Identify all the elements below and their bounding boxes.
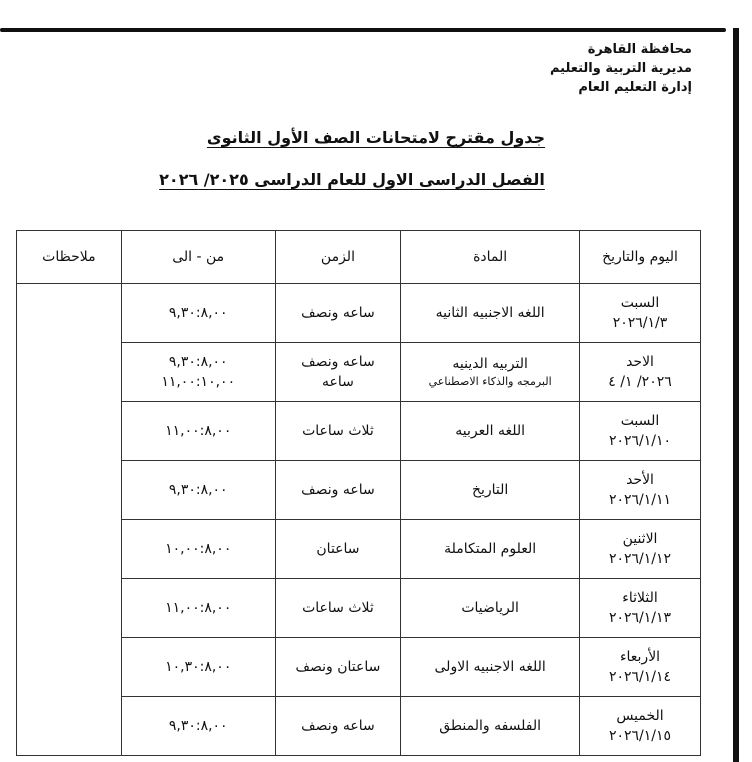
notes-cell [17,284,122,756]
document-title [0,128,752,147]
duration-cell: ثلاث ساعات [275,402,401,461]
table-header-row [17,231,701,284]
time-cell [121,697,275,756]
time-range: ٩,٣٠:٨,٠٠ [168,482,228,498]
exam-date: ٢٠٢٦/١/١٥ [608,728,672,744]
duration-cell: ثلاث ساعات [275,579,401,638]
column-header-day-date: اليوم والتاريخ [580,231,701,284]
duration-secondary: ساعه [322,374,354,390]
column-header-from-to: من - الى [121,231,275,284]
exam-date: ٢٠٢٦/١/١٣ [608,610,672,626]
day-name: السبت [620,413,660,429]
subject-cell [401,402,580,461]
directorate-line: مديرية التربية والتعليم [549,61,692,76]
governorate-line: محافظة القاهرة [587,42,692,57]
time-cell [121,579,275,638]
day-name: الاحد [626,354,654,370]
subject-name: اللغه الاجنبيه الاولى [434,659,546,675]
subject-cell [401,343,580,402]
duration-cell: ساعتان [275,520,401,579]
duration-cell [275,343,401,402]
time-range: ١٠,٠٠:٨,٠٠ [165,541,232,557]
day-name: الثلاثاء [622,590,658,606]
exam-date: ٢٠٢٦/١/٣ [612,315,668,331]
duration-cell: ساعتان ونصف [275,638,401,697]
day-date-cell [580,697,701,756]
day-date-cell [580,461,701,520]
time-cell [121,638,275,697]
letterhead [550,40,692,97]
time-range: ١١,٠٠:٨,٠٠ [165,423,232,439]
time-cell [121,461,275,520]
subject-name: التربيه الدينيه [452,356,528,372]
time-range: ٩,٣٠:٨,٠٠ [168,718,228,734]
subject-name: العلوم المتكاملة [444,541,537,557]
exam-date: ٢٠٢٦/١/١١ [608,492,672,508]
day-name: الخميس [616,708,664,724]
time-range: ١١,٠٠:٨,٠٠ [165,600,232,616]
time-range-secondary: ١١,٠٠:١٠,٠٠ [161,374,236,390]
day-date-cell [580,402,701,461]
time-cell [121,402,275,461]
day-name: الاثنين [622,531,658,547]
subject-name: التاريخ [471,482,509,498]
time-cell [121,343,275,402]
document-subtitle-text: الفصل الدراسى الاول للعام الدراسى ٢٠٢٥/ ٢٠٢٦ [159,170,545,189]
column-header-duration: الزمن [275,231,401,284]
time-range-primary: ٩,٣٠:٨,٠٠ [168,354,228,370]
subject-cell [401,520,580,579]
subject-name-secondary: البرمجه والذكاء الاصطناعي [428,375,552,388]
day-name: السبت [620,295,660,311]
subject-name: الفلسفه والمنطق [439,718,542,734]
day-name: الأربعاء [619,649,661,665]
time-range: ١٠,٣٠:٨,٠٠ [165,659,232,675]
time-cell [121,284,275,343]
subject-cell [401,284,580,343]
day-date-cell [580,520,701,579]
subject-name: اللغه العربيه [455,423,526,439]
exam-date: ٢٠٢٦/ ١/ ٤ [608,374,672,390]
exam-date: ٢٠٢٦/١/١٤ [608,669,672,685]
table-row [17,284,701,343]
exam-date: ٢٠٢٦/١/١٠ [608,433,672,449]
subject-cell [401,461,580,520]
duration-cell: ساعه ونصف [275,284,401,343]
duration-primary: ساعه ونصف [301,354,375,370]
exam-schedule-table [16,230,701,756]
duration-cell: ساعه ونصف [275,461,401,520]
subject-cell [401,697,580,756]
duration-cell: ساعه ونصف [275,697,401,756]
day-name: الأحد [626,472,654,488]
column-header-subject: المادة [401,231,580,284]
time-cell [121,520,275,579]
subject-cell [401,579,580,638]
day-date-cell [580,579,701,638]
subject-name: اللغه الاجنبيه الثانيه [435,305,545,321]
subject-cell [401,638,580,697]
administration-line: إدارة التعليم العام [578,80,692,95]
subject-name: الرياضيات [461,600,519,616]
document-subtitle [0,170,728,189]
day-date-cell [580,343,701,402]
day-date-cell [580,284,701,343]
day-date-cell [580,638,701,697]
document-title-text: جدول مقترح لامتحانات الصف الأول الثانوى [206,128,546,147]
page-top-border [0,28,726,32]
column-header-notes: ملاحظات [17,231,122,284]
exam-date: ٢٠٢٦/١/١٢ [608,551,672,567]
time-range: ٩,٣٠:٨,٠٠ [168,305,228,321]
